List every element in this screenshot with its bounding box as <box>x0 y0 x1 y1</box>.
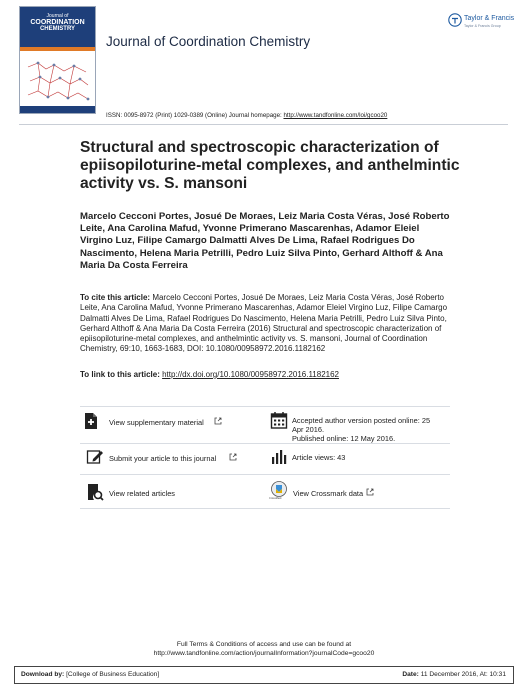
cover-line-2: COORDINATION <box>30 19 85 26</box>
citation-label: To cite this article: <box>80 293 151 302</box>
document-plus-icon <box>82 412 100 430</box>
download-info-bar <box>14 666 514 684</box>
publication-dates <box>270 411 431 443</box>
issn-text: ISSN: 0095-8972 (Print) 1029-0389 (Online) Journal homepage: <box>106 112 284 119</box>
cover-molecule-illustration <box>24 57 92 103</box>
download-date <box>402 671 506 678</box>
external-link-icon <box>366 488 374 496</box>
cover-title-band <box>20 7 95 47</box>
citation-text: Marcelo Cecconi Portes, Josué De Moraes, Leiz Maria Costa Véras, José Roberto Leite, Ana Carolina Mafud, Yvonne Primerano Mascarenhas, Adamor Eleiel Virgino Luz, Filipe Camargo Dalmatti Alves De Lima, Rafael Rodrigues Do Nascimento, Helena Maria Petrilli, Pedro Luiz Silva Pinto, Gerhard Althoff & Ana Maria Da Costa Ferreira (2016) Structural and spectroscopic characterization of epiisopiloturine-metal complexes, and anthelmintic activity vs. S. mansoni, Journal of Coordination Chemistry, 69:10, 1663-1683, DOI: 10.1080/00958972.2016.1182162 <box>80 293 448 354</box>
supplementary-material-link[interactable] <box>82 412 204 435</box>
accepted-line-2: Apr 2016. <box>292 425 325 434</box>
publisher-name: Taylor & Francis <box>464 15 515 22</box>
terms-url[interactable]: http://www.tandfonline.com/action/journalInformation?journalCode=gcoo20 <box>153 650 375 657</box>
terms-line-1: Full Terms & Conditions of access and use can be found at <box>176 641 352 648</box>
author-list: Marcelo Cecconi Portes, Josué De Moraes, Leiz Maria Costa Véras, José Roberto Leite, Ana Carolina Mafud, Yvonne Primerano Mascarenhas, Adamor Eleiel Virgino Luz, Filipe Camargo Dalmatti Alves De Lima, Rafael Rodrigues Do Nascimento, Helena Maria Petrilli, Pedro Luiz Silva Pinto, Gerhard Althoff & Ana Maria Da Costa Ferreira <box>80 211 450 271</box>
related-articles-link[interactable] <box>86 483 175 506</box>
publisher-emblem-icon <box>448 13 462 27</box>
journal-homepage-link[interactable]: http://www.tandfonline.com/loi/gcoo20 <box>283 112 388 119</box>
publisher-logo <box>448 12 518 34</box>
search-document-icon <box>86 483 104 501</box>
cover-line-3: CHEMISTRY <box>39 26 76 32</box>
downloaded-by <box>21 671 159 678</box>
edit-pencil-icon <box>86 448 104 466</box>
date-label: Date: <box>402 671 419 678</box>
accepted-line-1: Accepted author version posted online: 25 <box>292 416 431 425</box>
cover-orange-strip <box>20 47 95 51</box>
external-link-icon <box>214 417 222 425</box>
published-line: Published online: 12 May 2016. <box>292 434 396 443</box>
submit-article-label: Submit your article to this journal <box>109 454 217 463</box>
article-doi-link[interactable]: http://dx.doi.org/10.1080/00958972.2016.1182162 <box>162 370 339 379</box>
publication-dates-text <box>292 416 452 443</box>
related-articles-label: View related articles <box>109 489 175 498</box>
issn-line <box>106 112 387 119</box>
crossmark-badge-caption: CrossMark <box>269 497 282 500</box>
submit-article-link[interactable] <box>86 448 217 471</box>
publisher-group: Taylor & Francis Group <box>464 24 501 28</box>
info-grid-rule-4 <box>80 508 450 509</box>
cover-footer-band <box>20 106 95 113</box>
download-date-value: 11 December 2016, At: 10:31 <box>418 671 506 678</box>
download-institution: [College of Business Education] <box>64 671 160 678</box>
cover-line-1: Journal of <box>46 13 69 19</box>
calendar-icon <box>270 411 288 429</box>
link-label: To link to this article: <box>80 370 163 379</box>
info-grid-rule-3 <box>80 474 450 475</box>
header-divider <box>19 124 508 125</box>
article-views-label: Article views: 43 <box>292 453 346 462</box>
article-link-line <box>80 370 460 379</box>
info-grid-rule-1 <box>80 406 450 407</box>
supplementary-material-label: View supplementary material <box>109 418 204 427</box>
bar-chart-icon <box>270 448 288 466</box>
crossmark-label: View Crossmark data <box>293 489 364 498</box>
terms-footer <box>0 640 528 658</box>
article-title: Structural and spectroscopic characterization of epiisopiloturine-metal complexes, and anthelmintic activity vs. S. mansoni <box>80 139 460 192</box>
article-views <box>270 448 346 471</box>
info-grid-rule-2 <box>80 443 450 444</box>
external-link-icon <box>229 453 237 461</box>
download-label: Download by: <box>21 671 65 678</box>
citation-block <box>80 293 450 355</box>
journal-cover-image <box>19 6 96 114</box>
journal-title: Journal of Coordination Chemistry <box>106 34 311 49</box>
